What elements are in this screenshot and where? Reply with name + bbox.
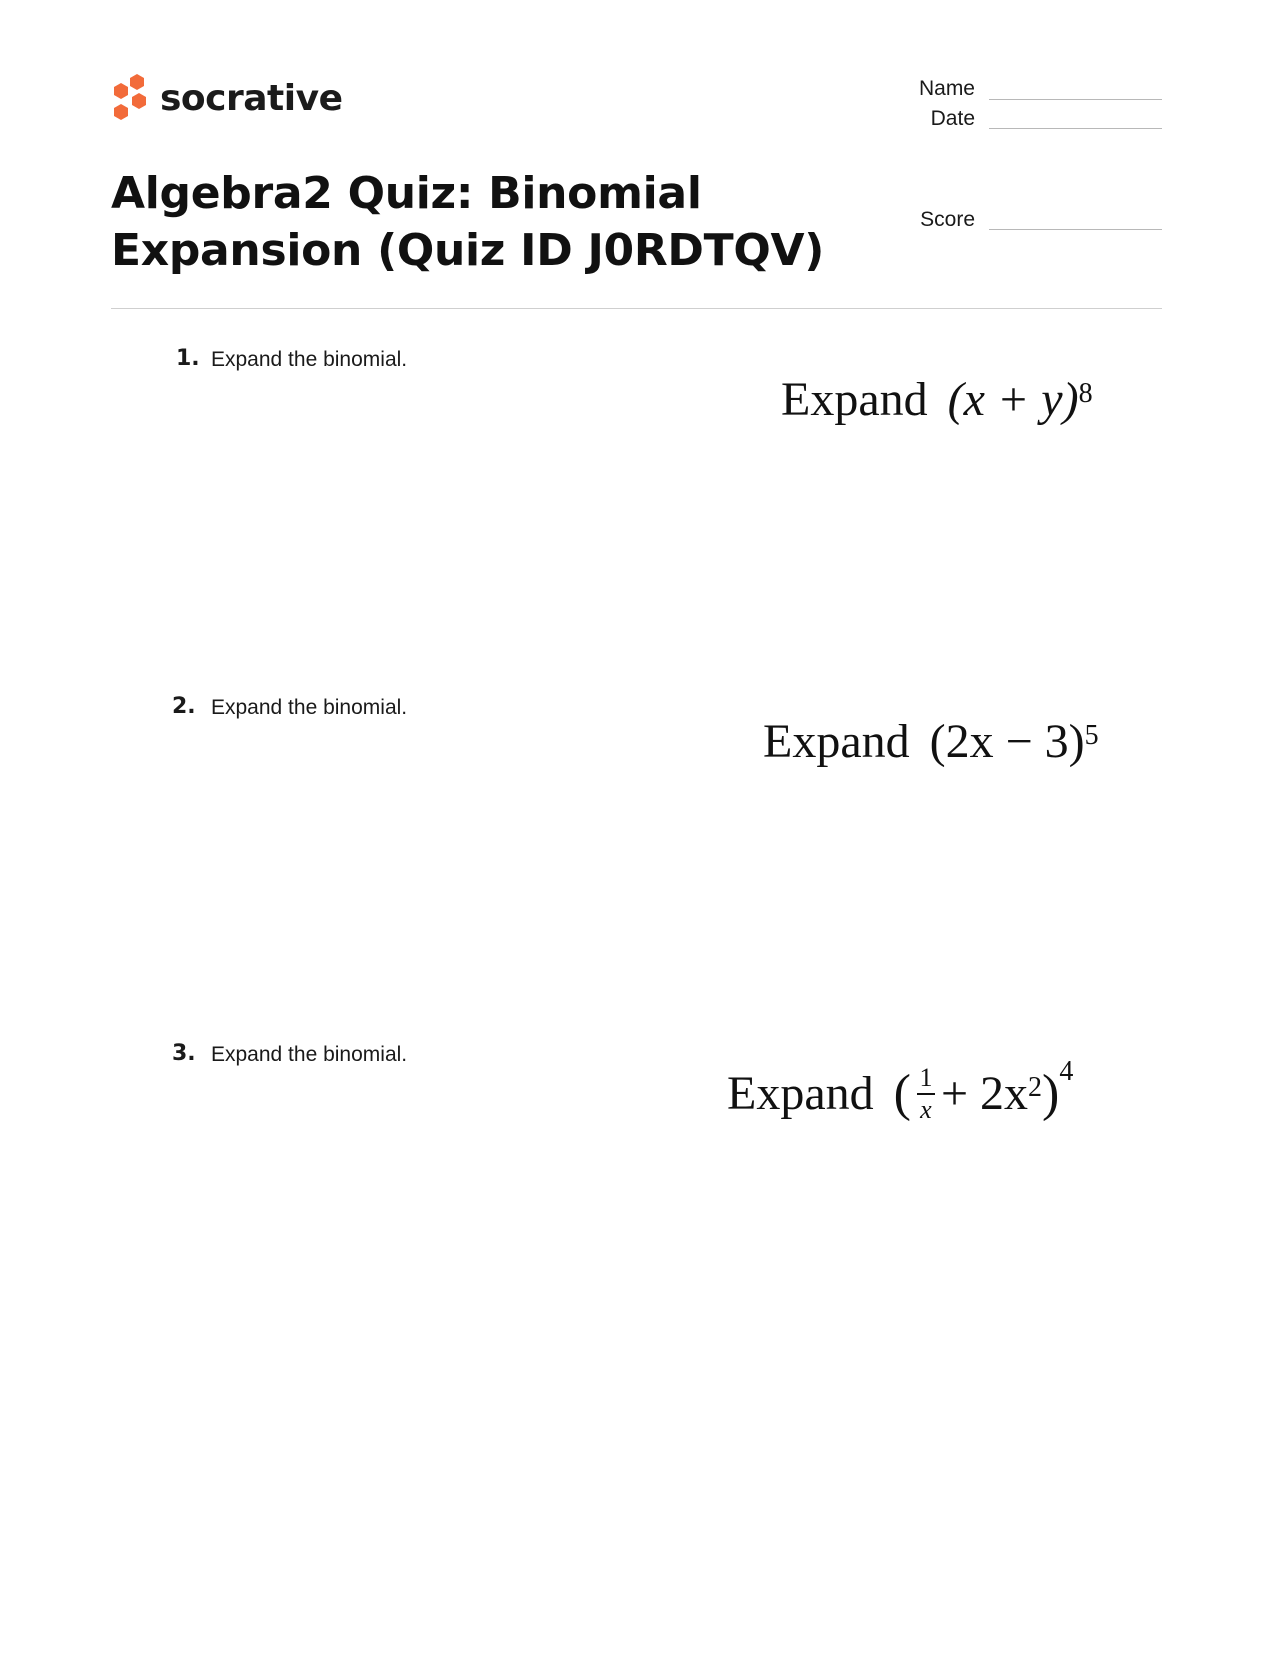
question-2-number: 2. [172, 694, 196, 719]
fraction-numerator: 1 [919, 1062, 933, 1092]
question-2-expression [763, 714, 1099, 769]
inner-exponent: 2 [1028, 1071, 1043, 1103]
exponent: 4 [1059, 1055, 1074, 1087]
close-paren: ) [1042, 1065, 1060, 1122]
question-3-prompt: Expand the binomial. [211, 1043, 408, 1066]
binomial-text: (x + y) [947, 373, 1079, 426]
question-1-expression [781, 372, 1093, 427]
expand-word: Expand [781, 373, 928, 426]
date-field[interactable] [735, 107, 975, 133]
header-divider [111, 308, 1162, 309]
page-title: Algebra2 Quiz: Binomial Expansion (Quiz ID J0RDTQV) [111, 168, 825, 276]
question-2-prompt: Expand the binomial. [211, 696, 408, 719]
score-field[interactable] [735, 208, 975, 234]
name-field[interactable] [735, 77, 975, 103]
date-label: Date [930, 107, 975, 130]
score-line[interactable] [989, 229, 1162, 230]
score-label: Score [920, 208, 975, 231]
fraction [917, 1062, 935, 1124]
expand-word: Expand [763, 715, 910, 768]
expand-word: Expand [727, 1067, 874, 1120]
question-3-expression [727, 1055, 1074, 1124]
binomial-rest: + 2x [940, 1067, 1029, 1120]
fraction-denominator: x [920, 1094, 932, 1124]
binomial-text: (2x − 3) [929, 715, 1085, 768]
exponent: 5 [1084, 719, 1099, 751]
name-line[interactable] [989, 99, 1162, 100]
hexagon-cluster-icon [111, 73, 151, 123]
date-line[interactable] [989, 128, 1162, 129]
socrative-logo [111, 72, 342, 124]
question-1-prompt: Expand the binomial. [211, 348, 408, 371]
question-3-number: 3. [172, 1041, 196, 1066]
question-1-number: 1. [176, 346, 200, 371]
open-paren: ( [893, 1065, 911, 1122]
exponent: 8 [1078, 377, 1093, 409]
name-label: Name [918, 77, 975, 100]
brand-name: socrative [160, 77, 343, 119]
